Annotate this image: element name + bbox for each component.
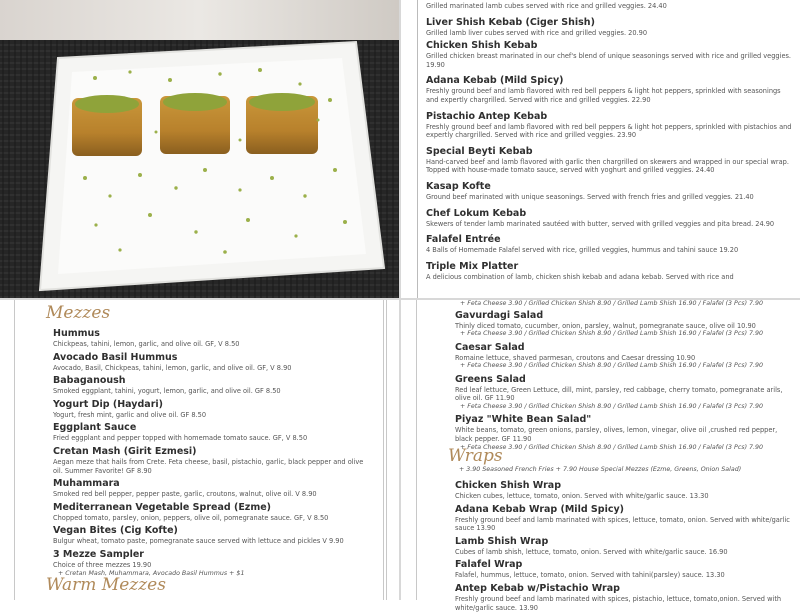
item-name: Liver Shish Kebab (Ciger Shish) [426,16,595,28]
section-title-mezzes: Mezzes [46,303,111,323]
item-name: Falafel Wrap [455,559,523,571]
item-name: Pistachio Antep Kebab [426,110,548,122]
salad-addon: + Feta Cheese 3.90 / Grilled Chicken Shish 8.90 / Grilled Lamb Shish 16.90 / Falafel (3 Pcs) 7.90 [460,362,764,370]
menu-item [53,502,373,523]
menu-item [53,352,373,373]
item-name: Yogurt Dip (Haydari) [53,398,163,410]
item-name: Muhammara [53,478,120,490]
item-description: Red leaf lettuce, Green Lettuce, dill, mint, parsley, red cabbage, cherry tomato, pomegranate arils, olive oil. GF 11.90 [455,385,783,403]
menu-item [426,261,792,282]
salad-addon: + Feta Cheese 3.90 / Grilled Chicken Shish 8.90 / Grilled Lamb Shish 16.90 / Falafel (3 Pcs) 7.90 [460,330,764,338]
item-name: Special Beyti Kebab [426,145,533,157]
item-description: Smoked red bell pepper, pepper paste, garlic, croutons, walnut, olive oil. V 8.90 [53,490,317,499]
item-description: White beans, tomato, green onions, parsley, olives, lemon, vinegar, olive oil ,crushed red pepper, black pepper. GF 11.90 [455,426,778,443]
menu-item [455,310,795,339]
item-description: Thinly diced tomato, cucumber, onion, parsley, walnut, pomegranate sauce, olive oil 10.90 [455,321,756,330]
salad-addon: + Feta Cheese 3.90 / Grilled Chicken Shish 8.90 / Grilled Lamb Shish 16.90 / Falafel (3 Pcs) 7.90 [460,300,764,307]
item-description: Fried eggplant and pepper topped with homemade tomato sauce. GF, V 8.50 [53,434,308,443]
salads-wraps-panel [401,300,800,612]
menu-item [53,525,373,546]
menu-item [426,75,792,104]
item-description: Bulgur wheat, tomato paste, pomegranate sauce served with lettuce and pickles V 9.90 [53,537,344,546]
item-description: Hand-carved beef and lamb flavored with garlic then chargrilled on skewers and wrapped in our special wrap. Topped with house-made tomato sauce, served with yoghurt and grilled veggies. 24.40 [426,157,789,175]
item-description: Freshly ground beef and lamb flavored with red bell peppers & light hot peppers, sprinkled with seasonings and expertly chargrilled. Served with rice and grilled veggies. 22.90 [426,87,781,104]
menu-item [426,234,792,255]
item-description: Chopped tomato, parsley, onion, peppers, olive oil, pomegranate sauce. GF, V 8.50 [53,513,329,522]
item-description: Ground beef marinated with unique seasonings. Served with french fries and grilled veggies. 21.40 [426,192,754,201]
item-name: Triple Mix Platter [426,260,519,272]
menu-item [455,504,795,533]
item-description: Grilled chicken breast marinated in our chef's blend of unique seasonings served with rice and grilled veggies. 19.90 [426,52,792,69]
item-name: Cretan Mash (Girit Ezmesi) [53,445,197,457]
menu-item [455,583,795,612]
item-description: Freshly ground beef and lamb flavored with red bell peppers & light hot peppers, sprinkled with pistachios and expertly chargrilled. Served with rice and grilled veggies. 23.90 [426,122,792,140]
item-description: Chicken cubes, lettuce, tomato, onion. Served with white/garlic sauce. 13.30 [455,492,709,500]
menu-item [53,375,373,396]
item-name: Vegan Bites (Cig Kofte) [53,525,178,537]
salad-addon: + Feta Cheese 3.90 / Grilled Chicken Shish 8.90 / Grilled Lamb Shish 16.90 / Falafel (3 Pcs) 7.90 [460,443,764,451]
item-name: Chicken Shish Kebab [426,40,538,52]
menu-item [53,446,373,475]
item-name: Adana Kebab (Mild Spicy) [426,75,564,87]
item-description: Grilled lamb liver cubes served with rice and grilled veggies. 20.90 [426,28,648,37]
menu-item [455,559,795,580]
item-name: Lamb Shish Wrap [455,535,549,547]
item-name: Antep Kebab w/Pistachio Wrap [455,582,620,594]
menu-item [455,536,795,557]
item-description: Grilled marinated lamb cubes served with rice and grilled veggies. 24.40 [426,2,667,10]
menu-item [53,399,373,420]
item-name: Adana Kebab Wrap (Mild Spicy) [455,503,624,515]
item-description: A delicious combination of lamb, chicken shish kebab and adana kebab. Served with rice and [426,272,734,281]
menu-item [455,342,795,371]
item-name: 3 Mezze Sampler [53,548,144,560]
item-description: Romaine lettuce, shaved parmesan, croutons and Caesar dressing 10.90 [455,353,696,362]
menu-item [455,414,795,452]
wraps-note: + 3.90 Seasoned French Fries + 7.90 House Special Mezzes (Ezme, Greens, Onion Salad) [459,466,742,473]
item-name: Caesar Salad [455,341,525,353]
menu-item [426,40,792,69]
section-title-warm-mezzes: Warm Mezzes [46,575,166,595]
item-name: Avocado Basil Hummus [53,351,178,363]
item-name: Falafel Entrée [426,234,501,246]
item-name: Eggplant Sauce [53,422,137,434]
item-description: Chickpeas, tahini, lemon, garlic, and olive oil. GF, V 8.50 [53,340,240,348]
entrees-panel [417,0,800,298]
item-name: Mediterranean Vegetable Spread (Ezme) [53,501,272,513]
item-description: Yogurt, fresh mint, garlic and olive oil. GF 8.50 [53,410,207,419]
item-description: 4 Balls of Homemade Falafel served with rice, grilled veggies, hummus and tahini sauce 19.20 [426,246,739,255]
menu-item [426,181,792,202]
menu-item [426,208,792,229]
menu-item [426,111,792,140]
item-name: Gavurdagi Salad [455,309,544,321]
item-description: Aegan meze that hails from Crete. Feta cheese, basil, pistachio, garlic, black pepper and olive oil. Summer Favorite! GF 8.90 [53,457,364,475]
item-description: Avocado, Basil, Chickpeas, tahini, lemon, garlic, and olive oil. GF, V 8.90 [53,363,292,372]
baklava-photo [0,0,399,298]
menu-item [426,146,792,175]
item-description: Smoked eggplant, tahini, yogurt, lemon, garlic, and olive oil. GF 8.50 [53,387,281,396]
item-description: Freshly ground beef and lamb marinated with spices, pistachio, lettuce, tomato,onion. Served with white/garlic sauce. 13.90 [455,594,782,612]
item-name: Piyaz "White Bean Salad" [455,414,592,426]
menu-item [53,422,373,443]
menu-item [53,478,373,499]
item-name: Chef Lokum Kebab [426,207,527,219]
item-description: Falafel, hummus, lettuce, tomato, onion. Served with tahini(parsley) sauce. 13.30 [455,571,725,580]
item-name: Babaganoush [53,375,126,387]
item-description: Cubes of lamb shish, lettuce, tomato, onion. Served with white/garlic sauce. 16.90 [455,547,728,556]
menu-item [455,374,795,412]
item-name: Kasap Kofte [426,180,491,192]
salad-addon: + Feta Cheese 3.90 / Grilled Chicken Shish 8.90 / Grilled Lamb Shish 16.90 / Falafel (3 Pcs) 7.90 [460,402,764,410]
sampler-note: + Cretan Mash, Muhammara, Avocado Basil Hummus + $1 [58,569,245,577]
mezzes-panel [0,300,399,600]
item-name: Hummus [53,328,100,339]
item-description: Choice of three mezzes 19.90 [53,560,152,569]
menu-item [426,2,792,11]
menu-item [53,328,373,349]
menu-item [455,480,795,501]
item-name: Chicken Shish Wrap [455,480,561,491]
item-description: Skewers of tender lamb marinated sautéed with butter, served with grilled veggies and pita bread. 24.90 [426,219,775,228]
item-description: Freshly ground beef and lamb marinated with spices, lettuce, tomato, onion. Served with white/garlic sauce 13.90 [455,515,790,533]
section-title-wraps: Wraps [448,446,503,466]
menu-item [426,17,792,38]
item-name: Greens Salad [455,373,526,385]
